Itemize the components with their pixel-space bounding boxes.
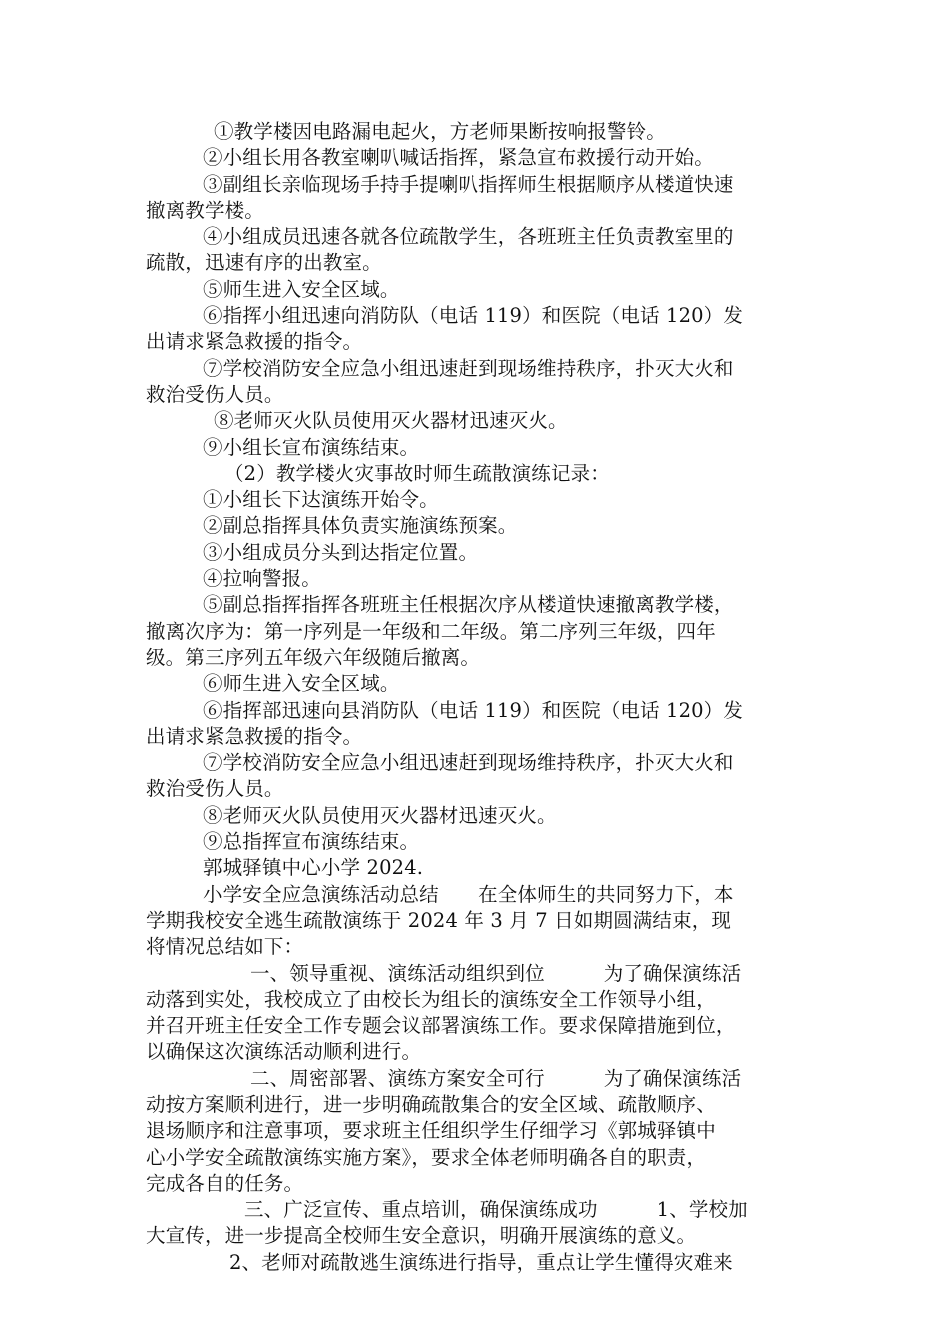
text-line: ④拉响警报。 [203,567,321,591]
text-line: ⑧老师灭火队员使用灭火器材迅速灭火。 [214,409,568,433]
text-line: ③小组成员分头到达指定位置。 [203,540,479,564]
text-line: ④小组成员迅速各就各位疏散学生，各班班主任负责教室里的 [203,225,734,249]
text-line: ①教学楼因电路漏电起火，方老师果断按响报警铃。 [214,120,666,143]
text-line: 小学安全应急演练活动总结 在全体师生的共同努力下，本 [203,882,734,906]
text-line: ⑤师生进入安全区域。 [203,277,400,301]
text-line: 救治受伤人员。 [146,777,284,801]
text-line: 出请求紧急救援的指令。 [146,330,363,354]
text-line: 2、老师对疏散逃生演练进行指导，重点让学生懂得灾难来 [229,1250,733,1274]
text-line: 一、领导重视、演练活动组织到位 为了确保演练活 [250,961,742,985]
text-line: 二、周密部署、演练方案安全可行 为了确保演练活 [250,1066,742,1090]
text-line: ⑥指挥部迅速向县消防队（电话 119）和医院（电话 120）发 [203,698,743,722]
text-line: 完成各自的任务。 [146,1171,304,1195]
text-line: ①小组长下达演练开始令。 [203,488,439,512]
text-line: 以确保这次演练活动顺利进行。 [146,1040,422,1064]
text-line: 三、广泛宣传、重点培训，确保演练成功 1、学校加 [244,1198,748,1222]
text-line: 将情况总结如下： [146,935,304,959]
text-line: 撤离次序为：第一序列是一年级和二年级。第二序列三年级，四年 [146,619,716,643]
text-line: ③副组长亲临现场手持手提喇叭指挥师生根据顺序从楼道快速 [203,172,734,196]
text-line: 出请求紧急救援的指令。 [146,724,363,748]
text-line: （2）教学楼火灾事故时师生疏散演练记录： [224,461,610,485]
text-line: 心小学安全疏散演练实施方案》，要求全体老师明确各自的职责， [146,1145,707,1169]
text-line: 大宣传，进一步提高全校师生安全意识，明确开展演练的意义。 [146,1224,697,1248]
text-line: 郭城驿镇中心小学 2024. [203,856,424,880]
text-line: ⑦学校消防安全应急小组迅速赶到现场维持秩序，扑灭大火和 [203,751,734,775]
text-line: 并召开班主任安全工作专题会议部署演练工作。要求保障措施到位， [146,1014,736,1038]
text-line: ②小组长用各教室喇叭喊话指挥，紧急宣布救援行动开始。 [203,146,714,170]
text-line: 撤离教学楼。 [146,198,264,222]
text-line: 退场顺序和注意事项，要求班主任组织学生仔细学习《郭城驿镇中 [146,1119,716,1143]
text-line: 级。第三序列五年级六年级随后撤离。 [146,645,481,669]
text-line: ②副总指挥具体负责实施演练预案。 [203,514,518,538]
text-line: ⑧老师灭火队员使用灭火器材迅速灭火。 [203,803,557,827]
text-line: ⑦学校消防安全应急小组迅速赶到现场维持秩序，扑灭大火和 [203,356,734,380]
text-line: ⑤副总指挥指挥各班班主任根据次序从楼道快速撤离教学楼， [203,593,734,617]
text-line: ⑥师生进入安全区域。 [203,672,400,696]
text-line: ⑨总指挥宣布演练结束。 [203,830,420,854]
text-line: 救治受伤人员。 [146,382,284,406]
text-line: 动按方案顺利进行，进一步明确疏散集合的安全区域、疏散顺序、 [146,1092,716,1116]
text-line: ⑥指挥小组迅速向消防队（电话 119）和医院（电话 120）发 [203,304,743,328]
text-line: 疏散，迅速有序的出教室。 [146,251,382,275]
text-line: 动落到实处，我校成立了由校长为组长的演练安全工作领导小组， [146,987,716,1011]
text-line: 学期我校安全逃生疏散演练于 2024 年 3 月 7 日如期圆满结束，现 [146,908,732,932]
text-line: ⑨小组长宣布演练结束。 [203,435,420,459]
document-body [146,119,816,1276]
